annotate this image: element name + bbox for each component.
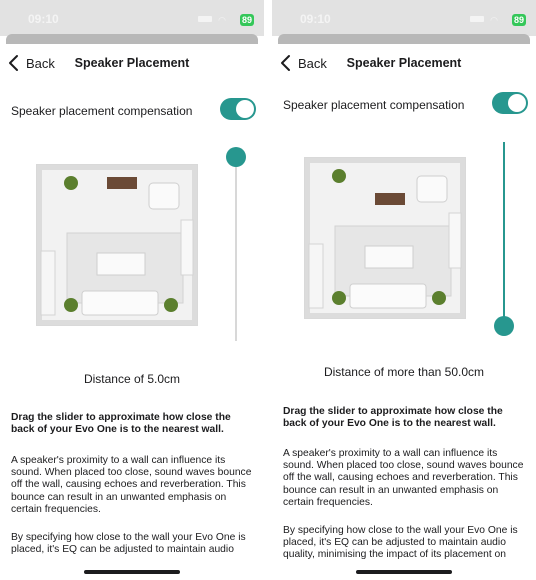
back-label: Back [298,55,327,71]
compensation-toggle[interactable] [492,92,528,114]
explanation-text: A speaker's proximity to a wall can influence its sound. When placed too close, sound waves bounce off the wall, causing echoes and reverberation. This bounce can result in an unwanted emphasis on certain frequencies. [11,455,252,515]
nav-bar [0,44,264,80]
wifi-icon: ◠ [218,15,226,25]
slider-track [235,157,237,341]
screen-distance-far [272,0,536,580]
instruction-text: Drag the slider to approximate how close the back of your Evo One is to the nearest wall. [11,412,231,436]
signal-icon [470,16,484,22]
signal-icon [198,16,212,22]
compensation-label: Speaker placement compensation [283,98,465,112]
explanation-text: A speaker's proximity to a wall can influence its sound. When placed too close, sound waves bounce off the wall, causing echoes and reverberation. This bounce can result in an unwanted emphasis on certain frequencies. [283,448,524,508]
eq-text: By specifying how close to the wall your Evo One is placed, it's EQ can be adjusted to maintain audio [11,532,246,556]
room-illustration [304,157,466,319]
compensation-row [272,90,536,120]
compensation-toggle[interactable] [220,98,256,120]
room-illustration [36,164,198,326]
page-title: Speaker Placement [346,56,462,70]
compensation-label: Speaker placement compensation [11,104,193,118]
room-image [305,158,465,318]
compensation-row [0,96,264,126]
status-time: 09:10 [300,12,331,26]
room-image [37,165,197,325]
distance-slider[interactable] [226,157,246,341]
distance-label: Distance of 5.0cm [83,372,181,386]
status-time: 09:10 [28,12,59,26]
home-indicator [84,570,180,574]
screen-distance-near [0,0,264,580]
toggle-knob [236,100,254,118]
instruction-text: Drag the slider to approximate how close the back of your Evo One is to the nearest wall. [283,406,503,430]
back-label: Back [26,55,55,71]
home-indicator [356,570,452,574]
nav-bar [272,44,536,80]
status-bar [272,0,536,36]
toggle-knob [508,94,526,112]
battery-badge: 89 [513,15,524,25]
status-bar [0,0,264,36]
distance-slider[interactable] [494,142,514,326]
slider-thumb[interactable] [226,147,246,167]
wifi-icon: ◠ [490,15,498,25]
slider-fill [503,142,505,326]
slider-thumb[interactable] [494,316,514,336]
page-title: Speaker Placement [74,56,190,70]
eq-text: By specifying how close to the wall your Evo One is placed, it's EQ can be adjusted to maintain audio quality, minimising the impact of its placement on [283,525,518,561]
distance-label: Distance of more than 50.0cm [323,365,485,379]
sheet-background [6,34,258,44]
sheet-background [278,34,530,44]
battery-badge: 89 [241,15,252,25]
